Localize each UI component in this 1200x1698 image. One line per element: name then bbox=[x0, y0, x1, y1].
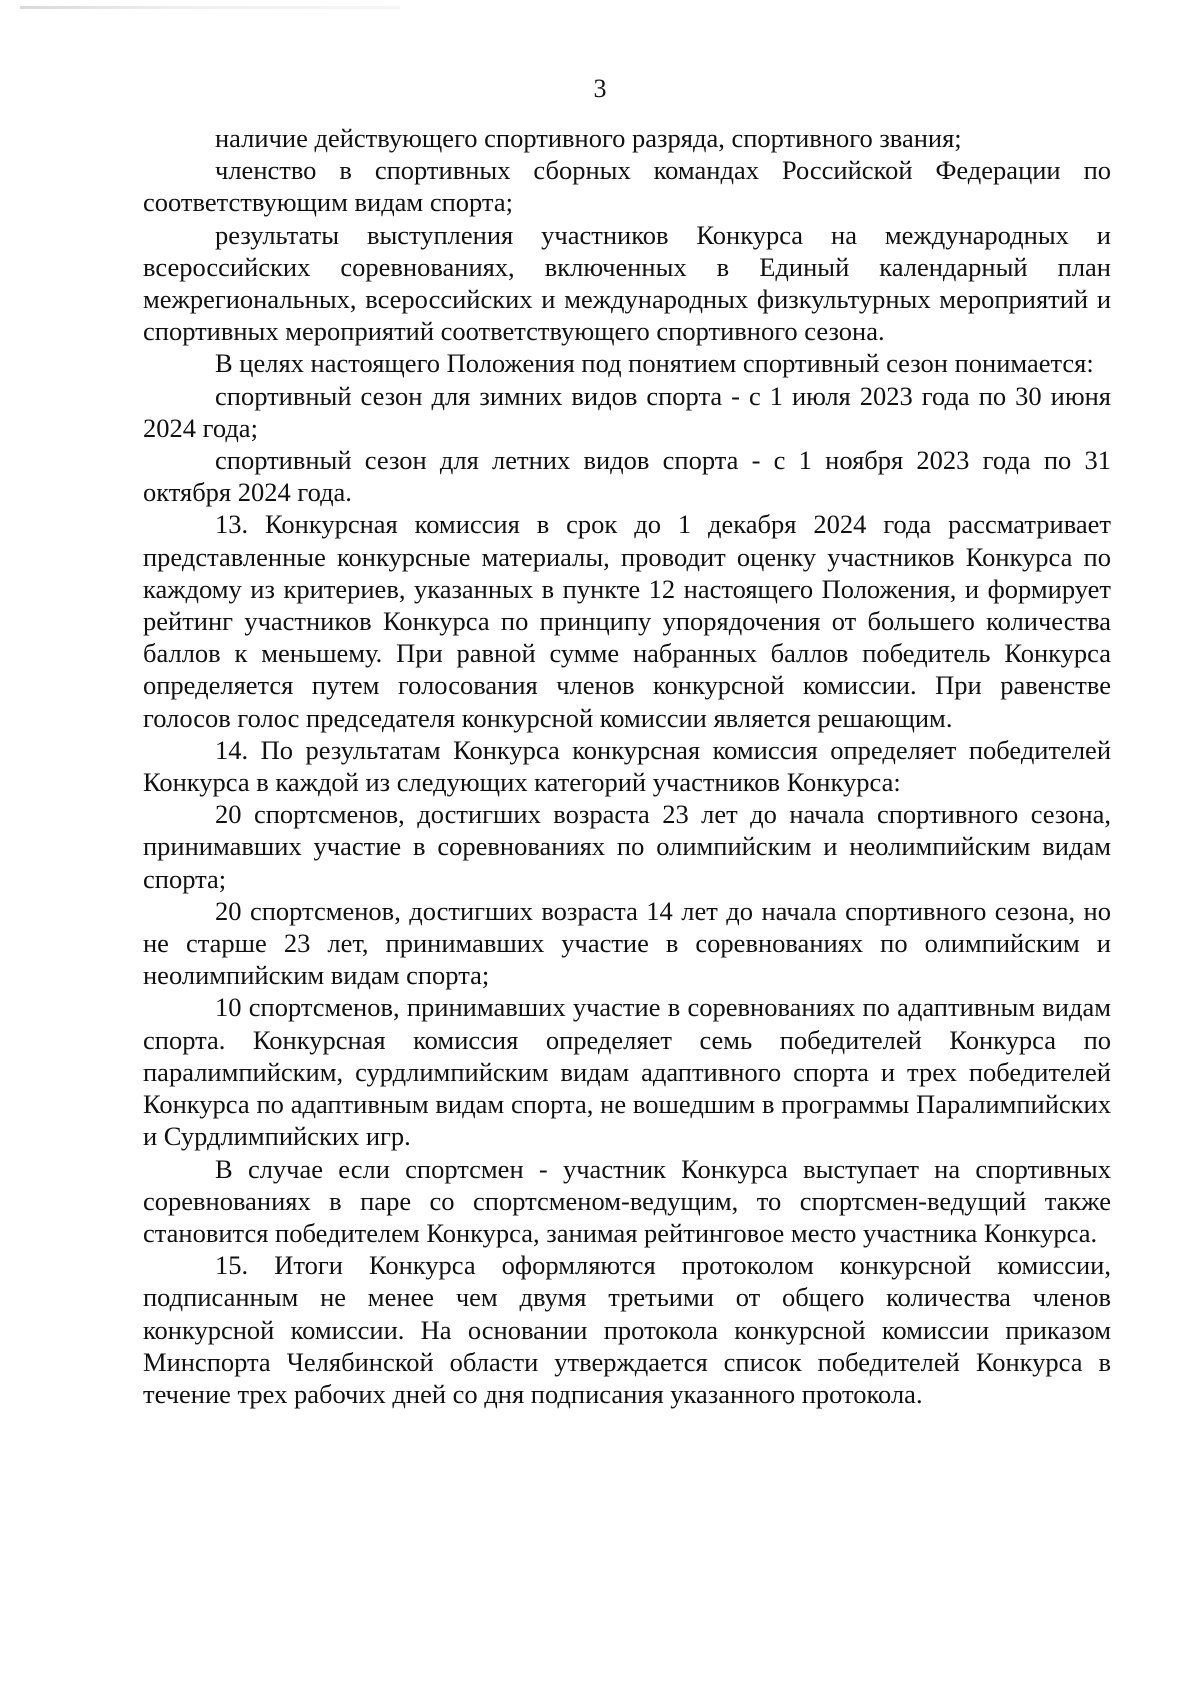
paragraph-category-adult: 20 спортсменов, достигших возраста 23 лет до начала спортивного сезона, принимавших участие в соревнованиях по олимпийским и неолимпийским видам спорта; bbox=[143, 799, 1111, 894]
paragraph-winter-season: спортивный сезон для зимних видов спорта - с 1 июля 2023 года по 30 июня 2024 года; bbox=[143, 380, 1111, 443]
paragraph-guide-athlete: В случае если спортсмен - участник Конкурса выступает на спортивных соревнованиях в паре со спортсменом-ведущим, то спортсмен-ведущий также становится победителем Конкурса, занимая рейтинговое место участника Конкурса. bbox=[143, 1153, 1111, 1248]
scan-artifact bbox=[20, 6, 400, 9]
paragraph-category-adaptive: 10 спортсменов, принимавших участие в соревнованиях по адаптивным видам спорта. Конкурсная комиссия определяет семь победителей Конкурса по паралимпийским, сурдлимпийским видам адаптивного спорта и трех победителей Конкурса по адаптивным видам спорта, не вошедшим в программы Паралимпийских и Сурдлимпийских игр. bbox=[143, 992, 1111, 1152]
paragraph-season-definition: В целях настоящего Положения под понятием спортивный сезон понимается: bbox=[215, 348, 1094, 379]
paragraph-category-youth: 20 спортсменов, достигших возраста 14 лет до начала спортивного сезона, но не старше 23 лет, принимавших участие в соревнованиях по олимпийским и неолимпийским видам спорта; bbox=[143, 895, 1111, 991]
paragraph-clause-15: 15. Итоги Конкурса оформляются протоколом конкурсной комиссии, подписанным не менее чем двумя третьими от общего количества членов конкурсной комиссии. На основании протокола конкурсной комиссии приказом Минспорта Челябинской области утверждается список победителей Конкурса в течение трех рабочих дней со дня подписания указанного протокола. bbox=[143, 1250, 1111, 1409]
paragraph-sport-rank: наличие действующего спортивного разряда, спортивного звания; bbox=[215, 123, 962, 153]
document-body bbox=[143, 122, 1111, 1410]
paragraph-national-team: членство в спортивных сборных командах Российской Федерации по соответствующим видам спорта; bbox=[143, 155, 1111, 218]
paragraph-competition-results: результаты выступления участников Конкурса на международных и всероссийских соревнованиях, включенных в Единый календарный план межрегиональных, всероссийских и международных физкультурных мероприятий и спортивных мероприятий соответствующего спортивного сезона. bbox=[143, 219, 1111, 347]
paragraph-clause-13: 13. Конкурсная комиссия в срок до 1 декабря 2024 года рассматривает представленные конкурсные материалы, проводит оценку участников Конкурса по каждому из критериев, указанных в пункте 12 настоящего Положения, и формирует рейтинг участников Конкурса по принципу упорядочения от большего количества баллов к меньшему. При равной сумме набранных баллов победитель Конкурса определяется путем голосования членов конкурсной комиссии. При равенстве голосов голос председателя конкурсной комиссии является решающим. bbox=[143, 509, 1111, 733]
paragraph-summer-season: спортивный сезон для летних видов спорта - с 1 ноября 2023 года по 31 октября 2024 года. bbox=[143, 445, 1111, 508]
page-number: 3 bbox=[593, 74, 607, 103]
paragraph-clause-14: 14. По результатам Конкурса конкурсная комиссия определяет победителей Конкурса в каждой из следующих категорий участников Конкурса: bbox=[143, 734, 1111, 798]
